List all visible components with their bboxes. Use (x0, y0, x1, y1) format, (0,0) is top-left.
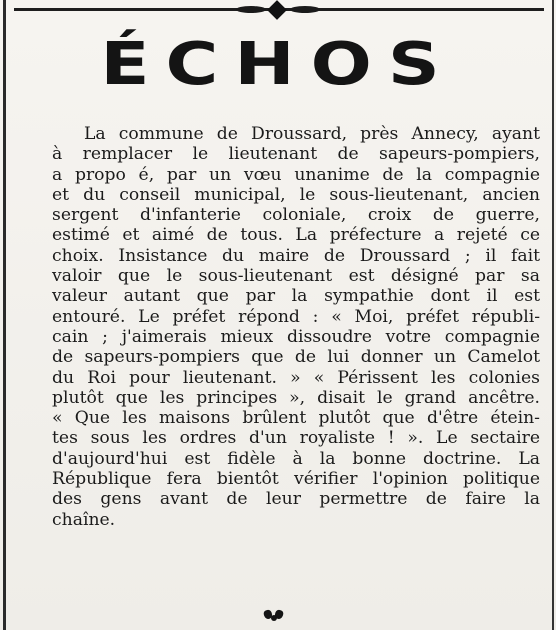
article-line: tes sous les ordres d'un royaliste ! ». Le sectaire (52, 428, 540, 449)
article-line: cain ; j'aimerais mieux dissoudre votre compagnie (52, 326, 540, 347)
article-line: à remplacer le lieutenant de sapeurs-pompiers, (52, 144, 540, 165)
fleuron-ornament-icon (262, 606, 286, 622)
article-line: a propo é, par un vœu unanime de la compagnie (52, 164, 540, 185)
article-line: La commune de Droussard, près Annecy, ayant (84, 124, 540, 144)
article-line: des gens avant de leur permettre de faire la (52, 489, 540, 510)
article-line: entouré. Le préfet répond : « Moi, préfet républi- (52, 306, 540, 327)
article-line: d'aujourd'hui est fidèle à la bonne doctrine. La (52, 448, 540, 469)
article-line: sergent d'infanterie coloniale, croix de guerre, (52, 205, 540, 226)
article-line: choix. Insistance du maire de Droussard ; il fait (52, 245, 540, 266)
article-line: plutôt que les principes », disait le grand ancêtre. (52, 387, 540, 408)
top-ornament-right-swell (290, 6, 320, 13)
article-line: chaîne. (52, 509, 116, 530)
headline: ÉCHOS (100, 28, 456, 98)
article-line: de sapeurs-pompiers que de lui donner un Camelot (52, 347, 540, 368)
article-line: valeur autant que par la sympathie dont il est (52, 286, 540, 307)
article-body (52, 124, 540, 530)
article-line: valoir que le sous-lieutenant est désigné par sa (52, 266, 540, 287)
article-line: République fera bientôt vérifier l'opinion politique (52, 469, 540, 490)
article-line: du Roi pour lieutenant. » « Périssent les colonies (52, 367, 540, 388)
article-line: estimé et aimé de tous. La préfecture a rejeté ce (52, 225, 540, 246)
top-ornament-left-swell (236, 6, 266, 13)
article-line: et du conseil municipal, le sous-lieutenant, ancien (52, 184, 540, 205)
article-line: « Que les maisons brûlent plutôt que d'être étein- (52, 408, 540, 429)
top-ornament-diamond-icon (267, 0, 287, 20)
